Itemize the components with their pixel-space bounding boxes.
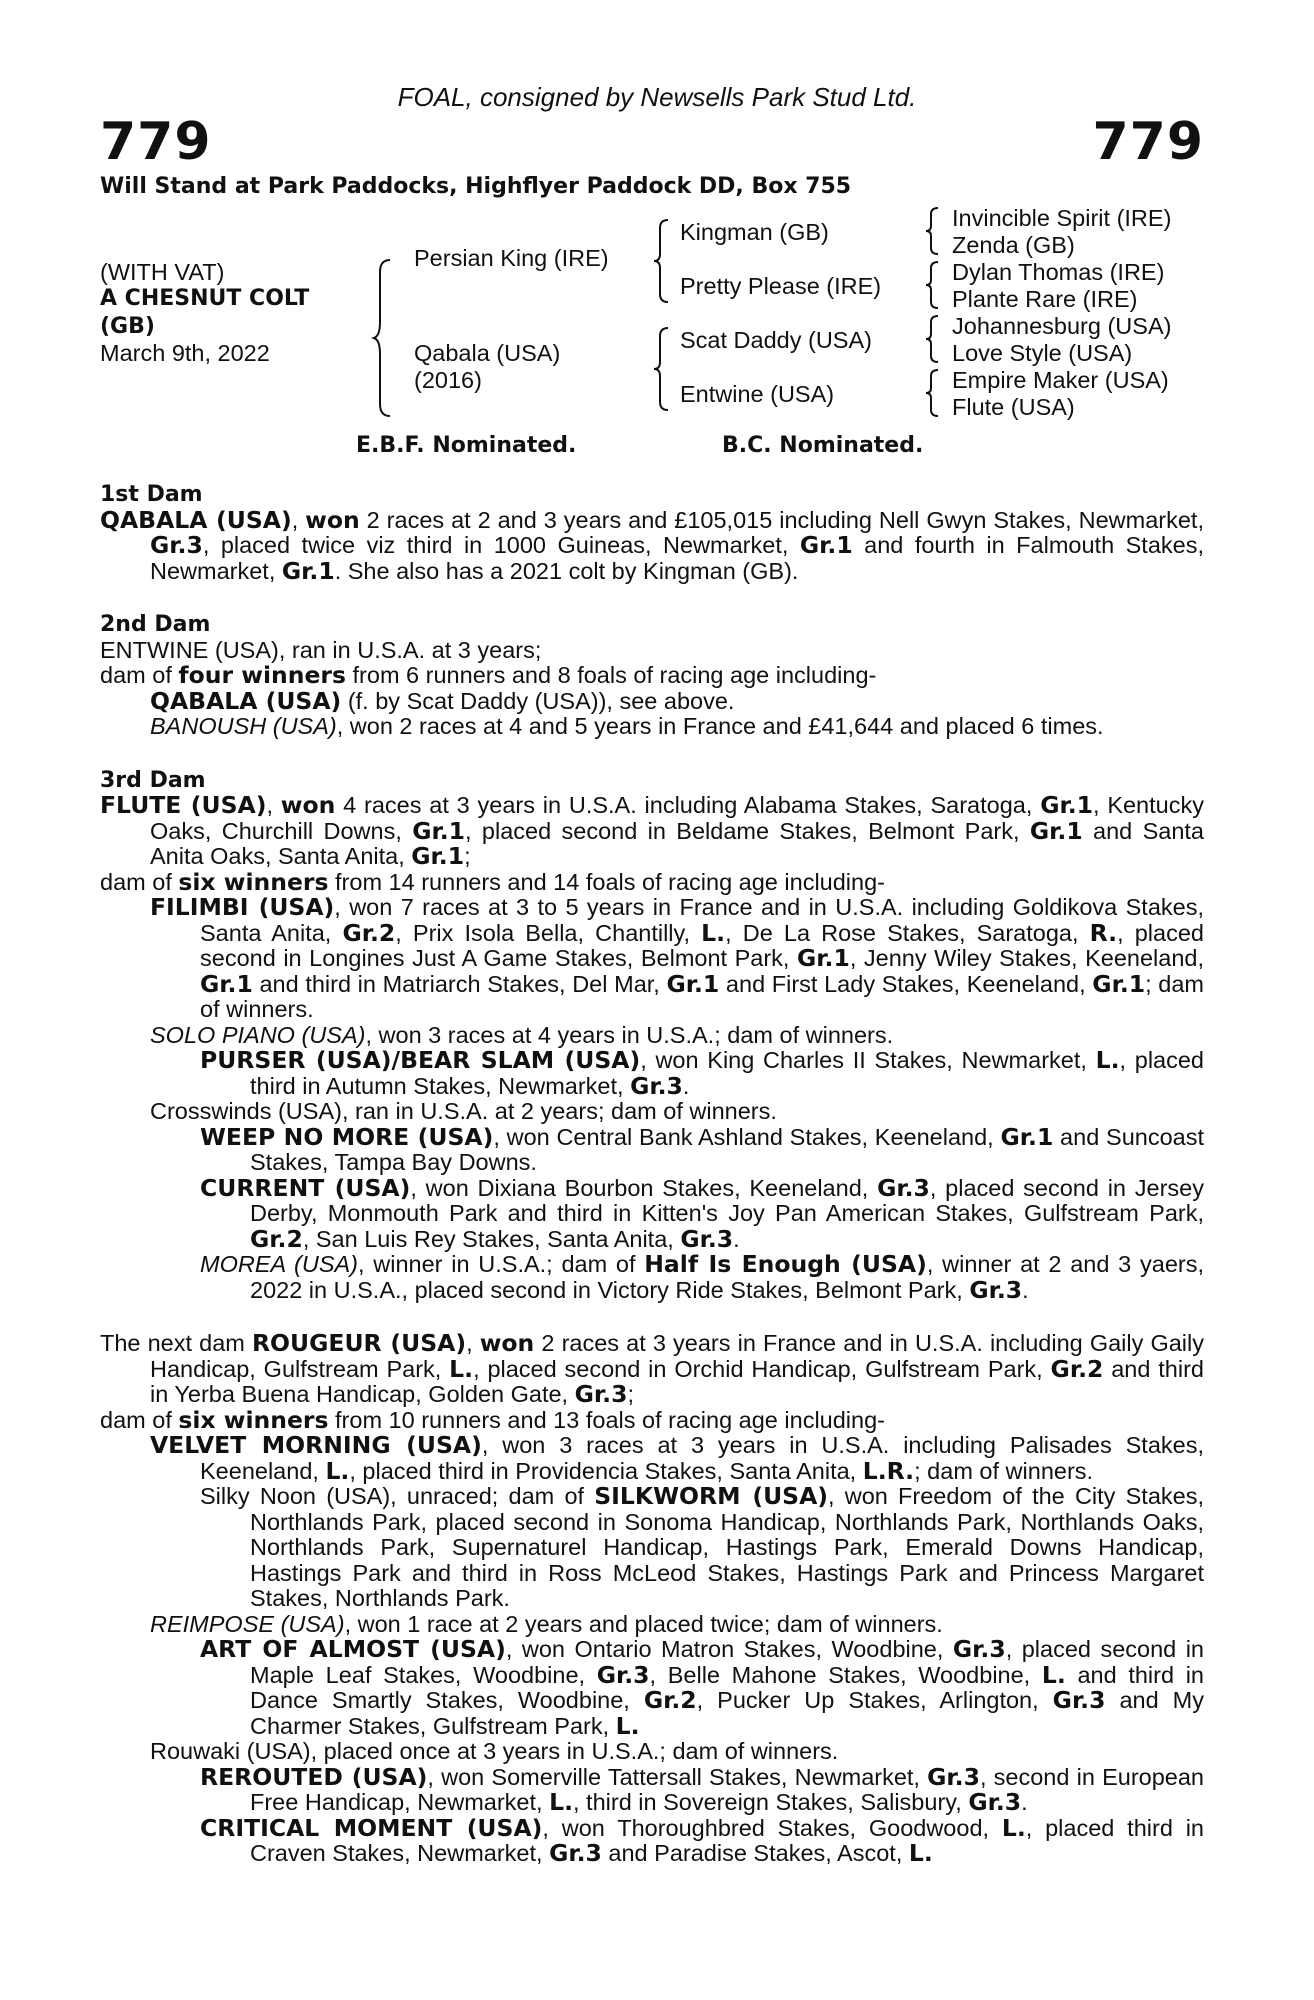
ancestor-g3-6: Love Style (USA) <box>952 340 1133 366</box>
second-dam-offspring-2: BANOUSH (USA), won 2 races at 4 and 5 years in France and £41,644 and placed 6 times. <box>150 713 1104 739</box>
ancestor-g3-7: Empire Maker (USA) <box>952 367 1169 393</box>
produce-record <box>100 482 1204 1867</box>
next-dam-produce: dam of six winners from 10 runners and 13 foals of racing age including- <box>100 1405 885 1434</box>
bc-nomination: B.C. Nominated. <box>722 433 924 458</box>
third-dam-produce: dam of six winners from 14 runners and 14 foals of racing age including- <box>100 867 885 896</box>
ancestor-g3-3: Dylan Thomas (IRE) <box>952 259 1165 285</box>
grandoffspring-morea: MOREA (USA), winner in U.S.A.; dam of Half Is Enough (USA), winner at 2 and 3 yaers, 2022 in U.S.A., placed second in Victory Ride Stakes, Belmont Park, Gr.3. <box>200 1250 1204 1304</box>
first-dam-entry: QABALA (USA), won 2 races at 2 and 3 years and £105,015 including Nell Gwyn Stakes, Newmarket, Gr.3, placed twice viz third in 1000 Guineas, Newmarket, Gr.1 and fourth in Falmouth Stakes, Newmarket, Gr.1. She also has a 2021 colt by Kingman (GB). <box>100 505 1204 585</box>
foal-dob: March 9th, 2022 <box>100 340 270 366</box>
lot-number-left: 779 <box>100 112 212 172</box>
stabling-info: Will Stand at Park Paddocks, Highflyer Paddock DD, Box 755 <box>100 174 852 199</box>
dam-sire: Scat Daddy (USA) <box>680 327 872 353</box>
third-dam-entry: FLUTE (USA), won 4 races at 3 years in U.S.A. including Alabama Stakes, Saratoga, Gr.1, Kentucky Oaks, Churchill Downs, Gr.1, placed second in Beldame Stakes, Belmont Park, Gr.1 and Santa Anita Oaks, Santa Anita, Gr.1; <box>100 791 1204 870</box>
foal-name: A CHESNUT COLT <box>100 286 310 311</box>
grandoffspring-silky-noon: Silky Noon (USA), unraced; dam of SILKWORM (USA), won Freedom of the City Stakes, Northlands Park, placed second in Sonoma Handicap, Northlands Park, Northlands Oaks, Northlands Park, Supernaturel Handicap, Hastings Park, Emerald Downs Handicap, Hastings Park and third in Ross McLeod Stakes, Hastings Park and Princess Margaret Stakes, Northlands Park. <box>200 1482 1204 1611</box>
pedigree-bracket-3a <box>926 206 940 256</box>
grandoffspring-rerouted: REROUTED (USA), won Somerville Tattersall Stakes, Newmarket, Gr.3, second in European Free Handicap, Newmarket, L., third in Sovereign Stakes, Salisbury, Gr.3. <box>200 1762 1204 1816</box>
dam-year: (2016) <box>414 367 482 393</box>
ancestor-g3-5: Johannesburg (USA) <box>952 313 1172 339</box>
second-dam-offspring-1: QABALA (USA) (f. by Scat Daddy (USA)), see above. <box>150 686 735 715</box>
ancestor-g3-8: Flute (USA) <box>952 394 1075 420</box>
dam-dam: Entwine (USA) <box>680 381 835 407</box>
third-dam-offspring-crosswinds: Crosswinds (USA), ran in U.S.A. at 2 years; dam of winners. <box>150 1098 777 1124</box>
third-dam-offspring-solo-piano: SOLO PIANO (USA), won 3 races at 4 years in U.S.A.; dam of winners. <box>150 1021 894 1048</box>
lot-number-right: 779 <box>1092 112 1204 172</box>
ebf-nomination: E.B.F. Nominated. <box>356 433 577 458</box>
pedigree-bracket-2b <box>654 326 670 412</box>
second-dam-produce: dam of four winners from 6 runners and 8 foals of racing age including- <box>100 661 877 689</box>
grandoffspring-critical-moment: CRITICAL MOMENT (USA), won Thoroughbred Stakes, Goodwood, L., placed third in Craven Stakes, Newmarket, Gr.3 and Paradise Stakes, Ascot, L. <box>200 1813 1204 1867</box>
third-dam-heading: 3rd Dam <box>100 767 206 793</box>
foal-country: (GB) <box>100 314 155 339</box>
pedigree-bracket-3d <box>926 368 940 418</box>
pedigree-bracket-3b <box>926 260 940 310</box>
next-dam-offspring-velvet-morning: VELVET MORNING (USA), won 3 races at 3 years in U.S.A. including Palisades Stakes, Keeneland, L., placed third in Providencia Stakes, Santa Anita, L.R.; dam of winners. <box>150 1431 1204 1485</box>
ancestor-g3-2: Zenda (GB) <box>952 232 1075 258</box>
sire-name: Persian King (IRE) <box>414 245 609 271</box>
first-dam-heading: 1st Dam <box>100 482 203 507</box>
grandoffspring-weep-no-more: WEEP NO MORE (USA), won Central Bank Ashland Stakes, Keeneland, Gr.1 and Suncoast Stakes, Tampa Bay Downs. <box>200 1122 1204 1175</box>
third-dam-offspring-filimbi: FILIMBI (USA), won 7 races at 3 to 5 years in France and in U.S.A. including Goldikova Stakes, Santa Anita, Gr.2, Prix Isola Bella, Chantilly, L., De La Rose Stakes, Saratoga, R., placed second in Longines Just A Game Stakes, Belmont Park, Gr.1, Jenny Wiley Stakes, Keeneland, Gr.1 and third in Matriarch Stakes, Del Mar, Gr.1 and First Lady Stakes, Keeneland, Gr.1; dam of winners. <box>150 893 1204 1022</box>
grandoffspring-purser: PURSER (USA)/BEAR SLAM (USA), won King Charles II Stakes, Newmarket, L., placed third in Autumn Stakes, Newmarket, Gr.3. <box>200 1046 1205 1100</box>
ancestor-g3-4: Plante Rare (IRE) <box>952 286 1138 312</box>
foal-vat: (WITH VAT) <box>100 259 225 285</box>
second-dam-heading: 2nd Dam <box>100 612 211 637</box>
consignor-line: FOAL, consigned by Newsells Park Stud Ltd. <box>397 82 917 112</box>
pedigree-bracket-3c <box>926 314 940 364</box>
sire-sire: Kingman (GB) <box>680 219 829 245</box>
grandoffspring-current: CURRENT (USA), won Dixiana Bourbon Stakes, Keeneland, Gr.3, placed second in Jersey Derby, Monmouth Park and third in Kitten's Joy Pan American Stakes, Gulfstream Park, Gr.2, San Luis Rey Stakes, Santa Anita, Gr.3. <box>200 1173 1204 1253</box>
next-dam-entry: The next dam ROUGEUR (USA), won 2 races at 3 years in France and in U.S.A. including Gaily Gaily Handicap, Gulfstream Park, L., placed second in Orchid Handicap, Gulfstream Park, Gr.2 and third in Yerba Buena Handicap, Golden Gate, Gr.3; <box>100 1329 1205 1408</box>
dam-name: Qabala (USA) <box>414 340 561 366</box>
pedigree-bracket-1 <box>374 258 394 418</box>
pedigree-bracket-2a <box>654 218 670 304</box>
second-dam-entry: ENTWINE (USA), ran in U.S.A. at 3 years; <box>100 636 542 663</box>
next-dam-offspring-rouwaki: Rouwaki (USA), placed once at 3 years in U.S.A.; dam of winners. <box>150 1738 839 1764</box>
sire-dam: Pretty Please (IRE) <box>680 273 882 299</box>
ancestor-g3-1: Invincible Spirit (IRE) <box>952 205 1172 231</box>
grandoffspring-art-of-almost: ART OF ALMOST (USA), won Ontario Matron Stakes, Woodbine, Gr.3, placed second in Maple Leaf Stakes, Woodbine, Gr.3, Belle Mahone Stakes, Woodbine, L. and third in Dance Smartly Stakes, Woodbine, Gr.2, Pucker Up Stakes, Arlington, Gr.3 and My Charmer Stakes, Gulfstream Park, L. <box>200 1635 1204 1740</box>
next-dam-offspring-reimpose: REIMPOSE (USA), won 1 race at 2 years and placed twice; dam of winners. <box>150 1610 943 1637</box>
